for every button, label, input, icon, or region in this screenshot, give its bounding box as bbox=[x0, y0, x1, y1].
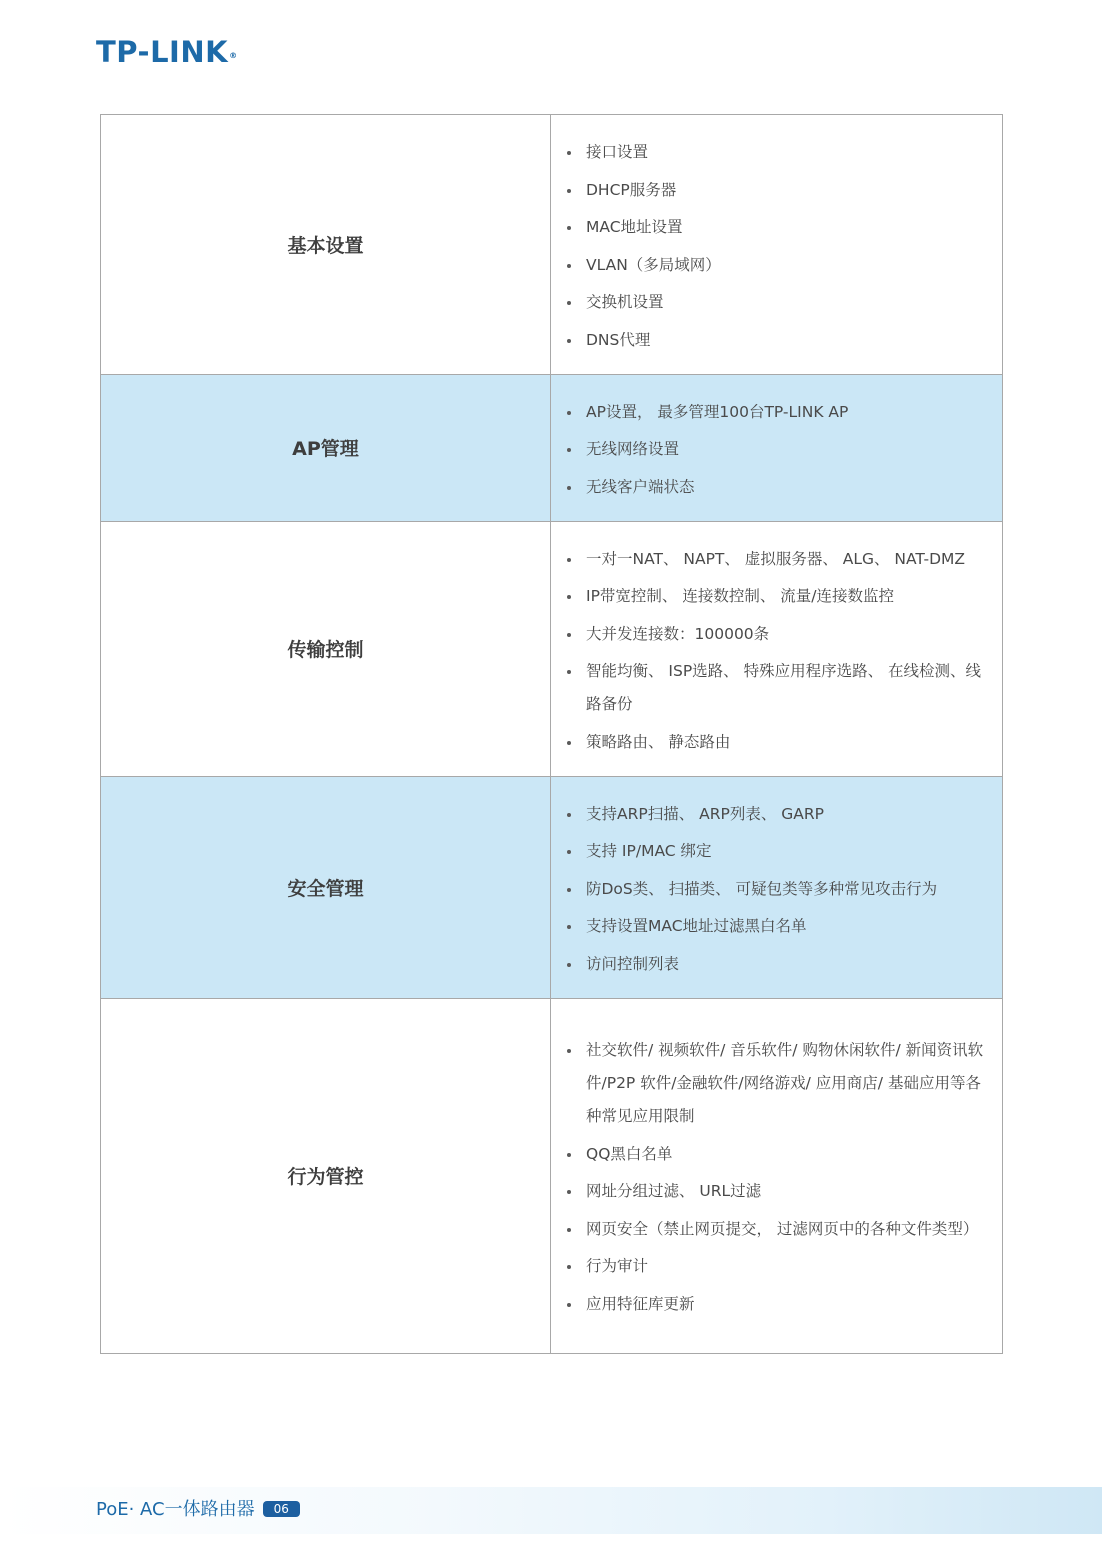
list-item: DHCP服务器 bbox=[567, 174, 996, 207]
table-row bbox=[101, 374, 1003, 521]
table-row bbox=[101, 776, 1003, 998]
list-item: 支持ARP扫描、 ARP列表、 GARP bbox=[567, 798, 996, 831]
list-item: 访问控制列表 bbox=[567, 948, 996, 981]
list-item: 应用特征库更新 bbox=[567, 1288, 996, 1321]
table-row bbox=[101, 115, 1003, 375]
features-cell bbox=[551, 998, 1003, 1353]
list-item: 支持 IP/MAC 绑定 bbox=[567, 835, 996, 868]
registered-mark: ® bbox=[229, 51, 238, 60]
footer bbox=[96, 1497, 300, 1523]
list-item: 防DoS类、 扫描类、 可疑包类等多种常见攻击行为 bbox=[567, 873, 996, 906]
features-cell bbox=[551, 521, 1003, 776]
feature-list bbox=[551, 375, 1002, 521]
tp-link-logo bbox=[96, 34, 238, 70]
list-item: AP设置， 最多管理100台TP-LINK AP bbox=[567, 396, 996, 429]
list-item: MAC地址设置 bbox=[567, 211, 996, 244]
feature-list bbox=[551, 1013, 1002, 1338]
feature-list bbox=[551, 777, 1002, 998]
features-cell bbox=[551, 115, 1003, 375]
list-item: IP带宽控制、 连接数控制、 流量/连接数监控 bbox=[567, 580, 996, 613]
feature-list bbox=[551, 522, 1002, 776]
list-item: 交换机设置 bbox=[567, 286, 996, 319]
logo-text: TP-LINK bbox=[96, 35, 229, 69]
list-item: 网页安全（禁止网页提交， 过滤网页中的各种文件类型） bbox=[567, 1213, 996, 1246]
list-item: 无线客户端状态 bbox=[567, 471, 996, 504]
table-row bbox=[101, 521, 1003, 776]
category-cell: 安全管理 bbox=[101, 776, 551, 998]
list-item: 行为审计 bbox=[567, 1250, 996, 1283]
list-item: 智能均衡、 ISP选路、 特殊应用程序选路、 在线检测、线路备份 bbox=[567, 655, 996, 721]
footer-title: PoE· AC一体路由器 bbox=[96, 1499, 255, 1520]
spec-table bbox=[100, 114, 1003, 1354]
list-item: 网址分组过滤、 URL过滤 bbox=[567, 1175, 996, 1208]
list-item: 大并发连接数：100000条 bbox=[567, 618, 996, 651]
list-item: VLAN（多局域网） bbox=[567, 249, 996, 282]
list-item: 社交软件/ 视频软件/ 音乐软件/ 购物休闲软件/ 新闻资讯软件/P2P 软件/金融软件/网络游戏/ 应用商店/ 基础应用等各种常见应用限制 bbox=[567, 1034, 996, 1133]
list-item: DNS代理 bbox=[567, 324, 996, 357]
list-item: 一对一NAT、 NAPT、 虚拟服务器、 ALG、 NAT-DMZ bbox=[567, 543, 996, 576]
features-cell bbox=[551, 374, 1003, 521]
feature-list bbox=[551, 115, 1002, 374]
list-item: QQ黑白名单 bbox=[567, 1138, 996, 1171]
category-cell: 行为管控 bbox=[101, 998, 551, 1353]
page-number-badge: 06 bbox=[263, 1501, 300, 1517]
table-row bbox=[101, 998, 1003, 1353]
features-cell bbox=[551, 776, 1003, 998]
category-cell: AP管理 bbox=[101, 374, 551, 521]
category-cell: 传输控制 bbox=[101, 521, 551, 776]
category-cell: 基本设置 bbox=[101, 115, 551, 375]
list-item: 支持设置MAC地址过滤黑白名单 bbox=[567, 910, 996, 943]
list-item: 接口设置 bbox=[567, 136, 996, 169]
list-item: 无线网络设置 bbox=[567, 433, 996, 466]
list-item: 策略路由、 静态路由 bbox=[567, 726, 996, 759]
